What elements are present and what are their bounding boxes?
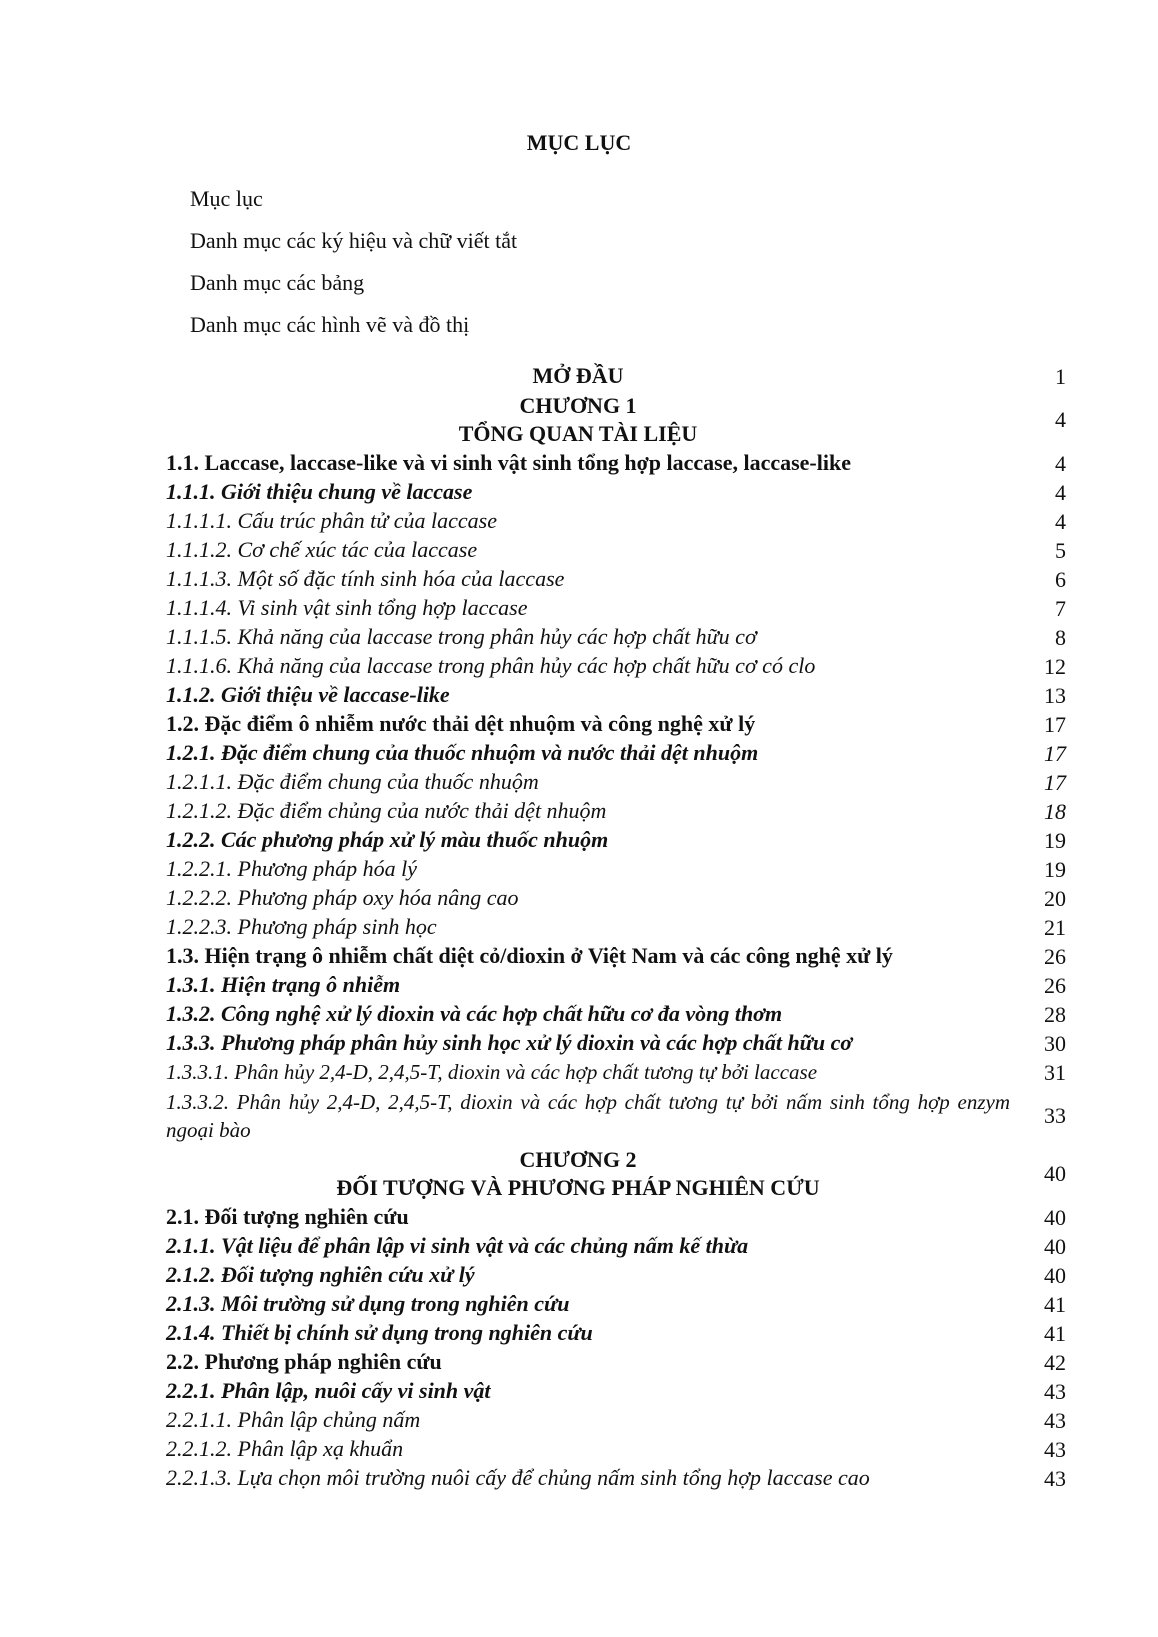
toc-entry-title: 2.2. Phương pháp nghiên cứu (166, 1349, 442, 1374)
toc-page-number: 4 (1055, 508, 1066, 534)
toc-page-number: 40 (1044, 1233, 1066, 1259)
toc-page-number: 17 (1044, 740, 1066, 766)
toc-entry (166, 1290, 1066, 1319)
toc-entry (166, 855, 1066, 884)
toc-entry-title: 1.1.1.4. Vi sinh vật sinh tổng hợp laccase (166, 595, 528, 620)
toc-chapter-number: CHƯƠNG 2 (519, 1147, 637, 1172)
toc-page-number: 4 (1055, 407, 1066, 432)
toc-page-number: 13 (1044, 682, 1066, 708)
toc-entry (166, 449, 1066, 478)
toc-page-number: 41 (1044, 1320, 1066, 1346)
toc-entry-title: 1.2.2.3. Phương pháp sinh học (166, 914, 437, 939)
toc-page-number: 7 (1055, 595, 1066, 621)
toc-entry (166, 913, 1066, 942)
toc-entry-title: 2.1.4. Thiết bị chính sử dụng trong nghiên cứu (166, 1320, 593, 1345)
toc-entry (166, 536, 1066, 565)
front-matter-item: Mục lục (190, 186, 263, 211)
toc-chapter-heading (166, 392, 1010, 448)
table-of-contents (166, 362, 1066, 1493)
toc-page-number: 21 (1044, 914, 1066, 940)
toc-entry-title: 1.3.2. Công nghệ xử lý dioxin và các hợp chất hữu cơ đa vòng thơm (166, 1001, 783, 1026)
toc-page-number: 6 (1055, 566, 1066, 592)
toc-entry (166, 362, 1066, 391)
toc-page-number: 43 (1044, 1378, 1066, 1404)
toc-entry-title: 1.1.1.3. Một số đặc tính sinh hóa của laccase (166, 566, 565, 591)
toc-page-number: 26 (1044, 972, 1066, 998)
toc-entry-title: 1.1.1. Giới thiệu chung về laccase (166, 479, 473, 504)
front-matter-list (190, 184, 1090, 352)
toc-page-number: 12 (1044, 653, 1066, 679)
toc-entry-title: 1.2.2. Các phương pháp xử lý màu thuốc nhuộm (166, 827, 609, 852)
toc-entry-title: 1.1.1.5. Khả năng của laccase trong phân hủy các hợp chất hữu cơ (166, 624, 757, 649)
toc-entry (166, 1000, 1066, 1029)
toc-entry (166, 478, 1066, 507)
toc-entry (166, 710, 1066, 739)
toc-entry-title: 2.2.1.3. Lựa chọn môi trường nuôi cấy để chủng nấm sinh tổng hợp laccase cao (166, 1465, 870, 1490)
toc-entry (166, 681, 1066, 710)
toc-page-number: 30 (1044, 1030, 1066, 1056)
toc-entry-title: 1.1. Laccase, laccase-like và vi sinh vật sinh tổng hợp laccase, laccase-like (166, 450, 851, 475)
toc-entry (166, 1464, 1066, 1493)
toc-page-number: 42 (1044, 1349, 1066, 1375)
toc-chapter-number: CHƯƠNG 1 (519, 393, 637, 418)
toc-page-number: 17 (1044, 711, 1066, 737)
toc-entry-title: MỞ ĐẦU (532, 363, 624, 388)
toc-page-number: 41 (1044, 1291, 1066, 1317)
toc-entry (166, 797, 1066, 826)
toc-page-number: 17 (1044, 769, 1066, 795)
toc-entry (166, 391, 1066, 449)
toc-chapter-title: TỔNG QUAN TÀI LIỆU (458, 421, 698, 446)
toc-page-number: 18 (1044, 798, 1066, 824)
toc-chapter-heading (166, 1146, 1010, 1202)
toc-entry-title: 1.3.3.2. Phân hủy 2,4-D, 2,4,5-T, dioxin và các hợp chất tương tự bởi nấm sinh tổng hợp enzym ngoại bào (166, 1090, 1010, 1142)
toc-entry (166, 971, 1066, 1000)
toc-page-number: 4 (1055, 450, 1066, 476)
toc-entry (166, 739, 1066, 768)
toc-page-number: 28 (1044, 1001, 1066, 1027)
toc-entry-title: 1.3.3. Phương pháp phân hủy sinh học xử lý dioxin và các hợp chất hữu cơ (166, 1030, 853, 1055)
toc-page-number: 43 (1044, 1407, 1066, 1433)
toc-page-number: 19 (1044, 856, 1066, 882)
toc-page-number: 40 (1044, 1161, 1066, 1186)
toc-entry-title: 2.2.1. Phân lập, nuôi cấy vi sinh vật (166, 1378, 491, 1403)
toc-entry (166, 1435, 1066, 1464)
toc-entry (166, 768, 1066, 797)
toc-entry (166, 1232, 1066, 1261)
toc-page-number: 26 (1044, 943, 1066, 969)
toc-entry-title: 1.2.1. Đặc điểm chung của thuốc nhuộm và nước thải dệt nhuộm (166, 740, 759, 765)
toc-entry-title: 2.1.2. Đối tượng nghiên cứu xử lý (166, 1262, 475, 1287)
toc-entry (166, 826, 1066, 855)
toc-entry (166, 623, 1066, 652)
toc-entry (166, 652, 1066, 681)
toc-entry-title: 1.3. Hiện trạng ô nhiễm chất diệt cỏ/dioxin ở Việt Nam và các công nghệ xử lý (166, 943, 893, 968)
toc-entry (166, 565, 1066, 594)
toc-entry (166, 1319, 1066, 1348)
front-matter-item: Danh mục các hình vẽ và đồ thị (190, 312, 470, 337)
toc-chapter-title: ĐỐI TƯỢNG VÀ PHƯƠNG PHÁP NGHIÊN CỨU (336, 1175, 820, 1200)
toc-entry (166, 1261, 1066, 1290)
toc-entry (166, 507, 1066, 536)
toc-entry (166, 594, 1066, 623)
toc-entry-title: 1.2.2.1. Phương pháp hóa lý (166, 856, 418, 881)
toc-page-number: 31 (1044, 1059, 1066, 1085)
toc-entry (166, 942, 1066, 971)
toc-entry-title: 1.1.1.1. Cấu trúc phân tử của laccase (166, 508, 497, 533)
toc-page-number: 33 (1044, 1103, 1066, 1128)
toc-page-number: 1 (1055, 363, 1066, 389)
toc-page-number: 40 (1044, 1262, 1066, 1288)
toc-entry-title: 1.3.1. Hiện trạng ô nhiễm (166, 972, 401, 997)
toc-page-number: 40 (1044, 1204, 1066, 1230)
front-matter-item: Danh mục các ký hiệu và chữ viết tắt (190, 228, 518, 253)
toc-entry-title: 1.1.1.2. Cơ chế xúc tác của laccase (166, 537, 478, 562)
toc-entry (166, 1087, 1066, 1145)
toc-entry-title: 2.1.3. Môi trường sử dụng trong nghiên cứu (166, 1291, 570, 1316)
page-title: MỤC LỤC (526, 130, 632, 155)
toc-entry-title: 1.3.3.1. Phân hủy 2,4-D, 2,4,5-T, dioxin và các hợp chất tương tự bởi laccase (166, 1060, 818, 1084)
toc-entry (166, 884, 1066, 913)
toc-page-number: 19 (1044, 827, 1066, 853)
front-matter-item: Danh mục các bảng (190, 270, 365, 295)
toc-entry (166, 1203, 1066, 1232)
toc-entry-title: 2.2.1.2. Phân lập xạ khuẩn (166, 1436, 404, 1461)
toc-entry-title: 1.2.1.1. Đặc điểm chung của thuốc nhuộm (166, 769, 539, 794)
toc-entry-title: 2.1.1. Vật liệu để phân lập vi sinh vật và các chủng nấm kế thừa (166, 1233, 749, 1258)
toc-page-number: 8 (1055, 624, 1066, 650)
toc-entry (166, 1029, 1066, 1058)
toc-entry-title: 1.2.1.2. Đặc điểm chủng của nước thải dệt nhuộm (166, 798, 607, 823)
toc-entry-title: 1.1.2. Giới thiệu về laccase-like (166, 682, 450, 707)
toc-entry-title: 1.2.2.2. Phương pháp oxy hóa nâng cao (166, 885, 519, 910)
toc-entry-title: 2.1. Đối tượng nghiên cứu (166, 1204, 409, 1229)
toc-page-number: 43 (1044, 1465, 1066, 1491)
toc-entry (166, 1406, 1066, 1435)
toc-entry (166, 1377, 1066, 1406)
toc-entry-title: 1.1.1.6. Khả năng của laccase trong phân hủy các hợp chất hữu cơ có clo (166, 653, 816, 678)
toc-entry-title: 1.2. Đặc điểm ô nhiễm nước thải dệt nhuộm và công nghệ xử lý (166, 711, 756, 736)
toc-entry (166, 1058, 1066, 1087)
toc-page-number: 5 (1055, 537, 1066, 563)
toc-entry (166, 1348, 1066, 1377)
toc-entry-title: 2.2.1.1. Phân lập chủng nấm (166, 1407, 421, 1432)
toc-entry (166, 1145, 1066, 1203)
toc-page-number: 20 (1044, 885, 1066, 911)
toc-page-number: 4 (1055, 479, 1066, 505)
toc-page-number: 43 (1044, 1436, 1066, 1462)
